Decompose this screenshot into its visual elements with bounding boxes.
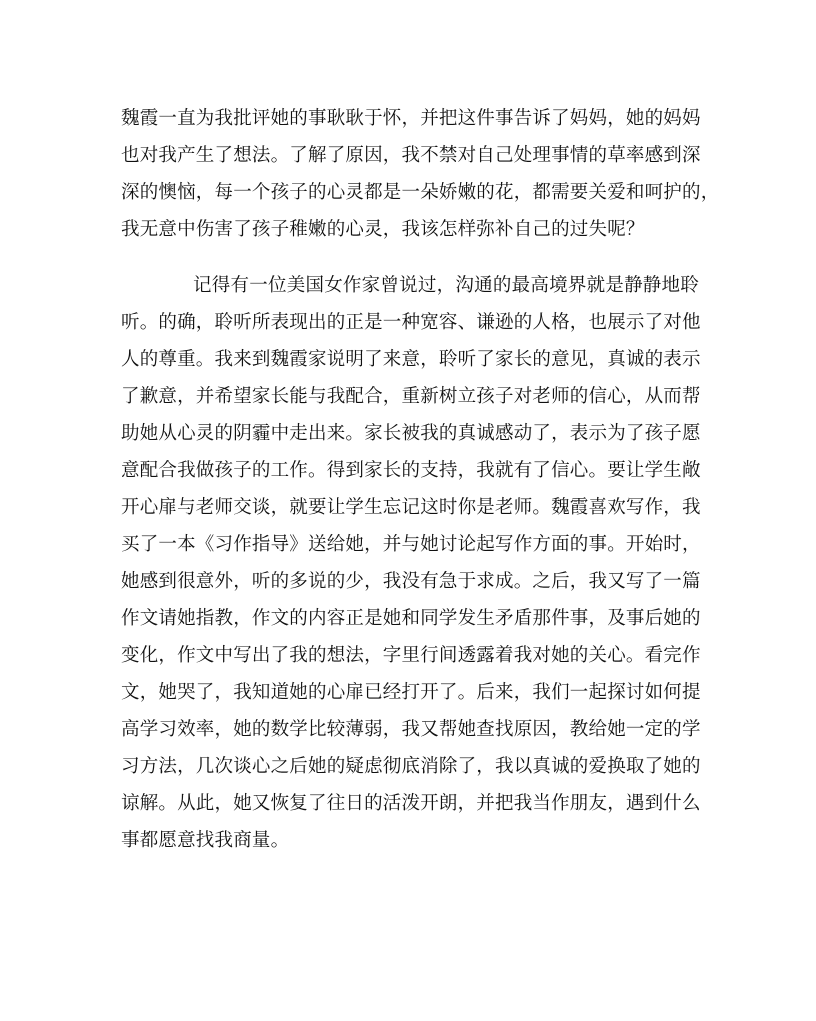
paragraph-line: 变化，作文中写出了我的想法，字里行间透露着我对她的关心。看完作 bbox=[121, 645, 701, 666]
paragraph-1 bbox=[121, 100, 720, 248]
paragraph-line: 高学习效率，她的数学比较薄弱，我又帮她查找原因，教给她一定的学 bbox=[121, 719, 701, 740]
paragraph-line: 了歉意，并希望家长能与我配合，重新树立孩子对老师的信心，从而帮 bbox=[121, 386, 701, 407]
paragraph-line: 也对我产生了想法。了解了原因，我不禁对自己处理事情的草率感到深 bbox=[121, 145, 701, 166]
paragraph-2 bbox=[121, 267, 699, 859]
paragraph-line: 买了一本《习作指导》送给她，并与她讨论起写作方面的事。开始时， bbox=[121, 534, 701, 555]
paragraph-line: 魏霞一直为我批评她的事耿耿于怀，并把这件事告诉了妈妈，她的妈妈 bbox=[121, 108, 701, 129]
paragraph-line: 记得有一位美国女作家曾说过，沟通的最高境界就是静静地聆 bbox=[193, 275, 699, 296]
paragraph-line: 文，她哭了，我知道她的心扉已经打开了。后来，我们一起探讨如何提 bbox=[121, 682, 701, 703]
paragraph-line: 作文请她指教，作文的内容正是她和同学发生矛盾那件事，及事后她的 bbox=[121, 608, 701, 629]
paragraph-line: 深的懊恼，每一个孩子的心灵都是一朵娇嫩的花，都需要关爱和呵护的， bbox=[121, 182, 720, 203]
paragraph-line: 开心扉与老师交谈，就要让学生忘记这时你是老师。魏霞喜欢写作，我 bbox=[121, 497, 701, 518]
paragraph-line: 事都愿意找我商量。 bbox=[121, 830, 290, 851]
paragraph-line: 意配合我做孩子的工作。得到家长的支持，我就有了信心。要让学生敞 bbox=[121, 460, 701, 481]
paragraph-line: 谅解。从此，她又恢复了往日的活泼开朗，并把我当作朋友，遇到什么 bbox=[121, 793, 701, 814]
paragraph-line: 习方法，几次谈心之后她的疑虑彻底消除了，我以真诚的爱换取了她的 bbox=[121, 756, 701, 777]
paragraph-line: 她感到很意外，听的多说的少，我没有急于求成。之后，我又写了一篇 bbox=[121, 571, 701, 592]
paragraph-line: 听。的确，聆听所表现出的正是一种宽容、谦逊的人格，也展示了对他 bbox=[121, 312, 701, 333]
paragraph-line: 人的尊重。我来到魏霞家说明了来意，聆听了家长的意见，真诚的表示 bbox=[121, 349, 701, 370]
paragraph-line: 助她从心灵的阴霾中走出来。家长被我的真诚感动了，表示为了孩子愿 bbox=[121, 423, 701, 444]
paragraph-line: 我无意中伤害了孩子稚嫩的心灵，我该怎样弥补自己的过失呢？ bbox=[121, 219, 645, 240]
